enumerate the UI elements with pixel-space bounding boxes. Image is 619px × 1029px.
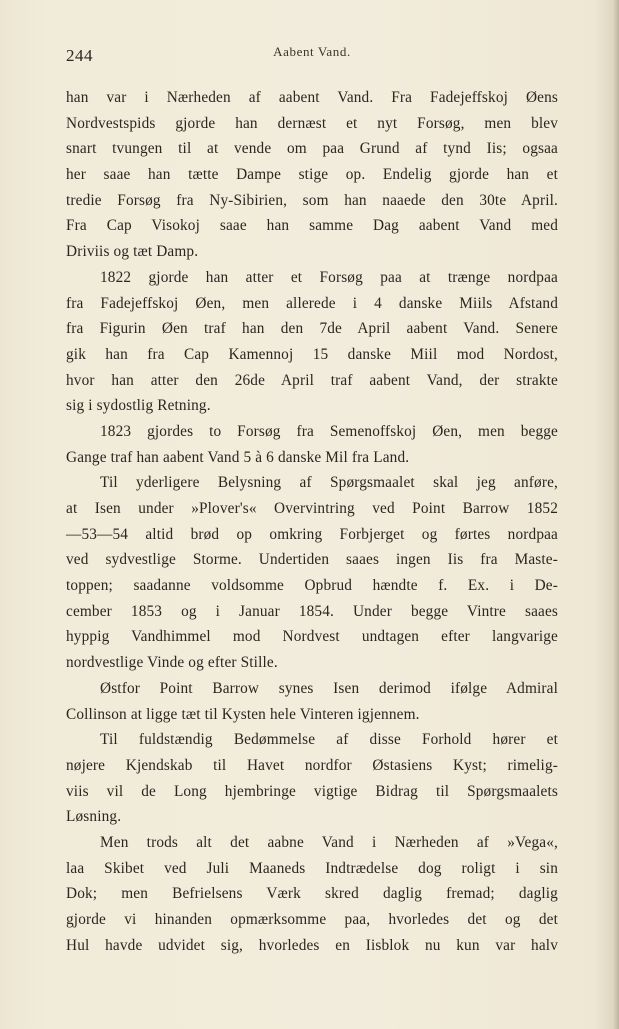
text-line: Gange traf han aabent Vand 5 à 6 danske Mil fra Land. bbox=[66, 448, 410, 466]
text-line: at Isen under »Plover's« Overvintring ved Point Barrow 1852 bbox=[66, 500, 558, 517]
text-line: hyppig Vandhimmel mod Nordvest undtagen efter langvarige bbox=[66, 628, 558, 646]
running-title: Aabent Vand. bbox=[273, 44, 351, 59]
text-line: tredie Forsøg fra Ny-Sibirien, som han naaede den 30te April. bbox=[66, 191, 558, 209]
text-line: snart tvungen til at vende om paa Grund af tynd Iis; ogsaa bbox=[66, 140, 558, 158]
text-line: nordvestlige Vinde og efter Stille. bbox=[66, 654, 278, 672]
text-line: Løsning. bbox=[66, 808, 122, 826]
text-line: sig i sydostlig Retning. bbox=[66, 397, 211, 415]
text-line: han var i Nærheden af aabent Vand. Fra Fadejeffskoj Øens bbox=[66, 89, 558, 106]
text-line: her saae han tætte Dampe stige op. Endelig gjorde han et bbox=[66, 166, 558, 184]
text-line: fra Fadejeffskoj Øen, men allerede i 4 danske Miils Afstand bbox=[66, 294, 558, 312]
text-line: hvor han atter den 26de April traf aabent Vand, der strakte bbox=[66, 371, 558, 389]
text-line: nøjere Kjendskab til Havet nordfor Østasiens Kyst; rimelig- bbox=[66, 756, 558, 774]
text-line: laa Skibet ved Juli Maaneds Indtrædelse dog roligt i sin bbox=[66, 859, 558, 877]
text-line: Til fuldstændig Bedømmelse af disse Forhold hører et bbox=[100, 731, 558, 749]
text-line: —53—54 altid brød op omkring Forbjerget og førtes nordpaa bbox=[66, 525, 558, 543]
text-line: Fra Cap Visokoj saae han samme Dag aabent Vand med bbox=[66, 217, 558, 235]
text-line: gik han fra Cap Kamennoj 15 danske Miil mod Nordost, bbox=[66, 345, 558, 363]
text-line: gjorde vi hinanden opmærksomme paa, hvorledes det og det bbox=[66, 911, 558, 928]
text-line: 1823 gjordes to Forsøg fra Semenoffskoj Øen, men begge bbox=[100, 422, 558, 440]
text-line: Nordvestspids gjorde han dernæst et nyt Forsøg, men blev bbox=[66, 114, 558, 132]
text-line: fra Figurin Øen traf han den 7de April aabent Vand. Senere bbox=[66, 320, 558, 338]
text-line: Østfor Point Barrow synes Isen derimod ifølge Admiral bbox=[100, 679, 558, 697]
text-line: Driviis og tæt Damp. bbox=[66, 243, 199, 261]
text-line: Til yderligere Belysning af Spørgsmaalet skal jeg anføre, bbox=[100, 474, 558, 492]
page-edge-shadow bbox=[613, 0, 619, 1029]
text-line: cember 1853 og i Januar 1854. Under begge Vintre saaes bbox=[66, 602, 558, 620]
body-text bbox=[66, 85, 558, 958]
text-line: Dok; men Befrielsens Værk skred daglig fremad; daglig bbox=[66, 885, 558, 903]
text-line: 1822 gjorde han atter et Forsøg paa at trænge nordpaa bbox=[100, 268, 558, 286]
page-header bbox=[66, 44, 558, 68]
text-line: viis vil de Long hjembringe vigtige Bidrag til Spørgsmaalets bbox=[66, 782, 558, 800]
text-line: Men trods alt det aabne Vand i Nærheden af »Vega«, bbox=[100, 833, 558, 851]
page-number: 244 bbox=[66, 46, 93, 65]
text-line: Collinson at ligge tæt til Kysten hele Vinteren igjennem. bbox=[66, 705, 420, 723]
text-line: toppen; saadanne voldsomme Opbrud hændte f. Ex. i De- bbox=[66, 577, 558, 595]
text-line: Hul havde udvidet sig, hvorledes en Iisblok nu kun var halv bbox=[66, 936, 558, 954]
text-line: ved sydvestlige Storme. Undertiden saaes ingen Iis fra Maste- bbox=[66, 551, 558, 569]
